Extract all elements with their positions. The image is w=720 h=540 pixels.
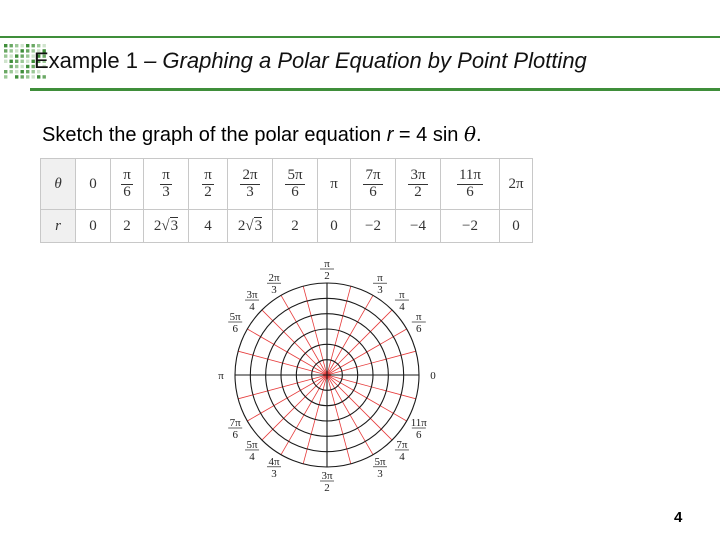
r-value: 0 bbox=[330, 217, 338, 234]
angle-label: π bbox=[218, 370, 224, 382]
theta-cell bbox=[318, 159, 351, 210]
theta-value: 2π bbox=[508, 175, 524, 192]
theta-header-cell: θ bbox=[41, 159, 76, 210]
fraction-denominator: 6 bbox=[291, 183, 299, 200]
logo-dot bbox=[21, 75, 24, 78]
logo-dot bbox=[26, 54, 29, 57]
r-cell bbox=[228, 210, 273, 243]
logo-dot bbox=[26, 75, 29, 78]
r-value: −2 bbox=[462, 217, 478, 234]
r-cell bbox=[500, 210, 533, 243]
logo-dot bbox=[4, 49, 7, 52]
logo-dot bbox=[15, 44, 18, 47]
theta-cell bbox=[189, 159, 228, 210]
logo-dot bbox=[26, 65, 29, 68]
logo-dot bbox=[26, 49, 29, 52]
logo-dot bbox=[4, 44, 7, 47]
angle-label-denominator: 3 bbox=[377, 467, 383, 480]
logo-dot bbox=[26, 44, 29, 47]
angle-label-numerator: π bbox=[324, 258, 330, 270]
theta-fraction bbox=[285, 168, 304, 201]
theta-value: π bbox=[330, 175, 338, 192]
theta-cell bbox=[351, 159, 396, 210]
logo-dot bbox=[4, 70, 7, 73]
r-value: −2 bbox=[365, 217, 381, 234]
angle-label-numerator: π bbox=[416, 311, 422, 323]
angle-label-denominator: 6 bbox=[416, 323, 422, 335]
r-cell bbox=[396, 210, 441, 243]
r-value: 2 bbox=[291, 217, 299, 234]
angle-label-numerator: 11π bbox=[410, 417, 427, 429]
theta-fraction bbox=[363, 168, 382, 201]
theta-fraction bbox=[202, 168, 214, 201]
theta-fraction bbox=[240, 168, 259, 201]
r-value: 2 bbox=[123, 217, 131, 234]
radicand: 3 bbox=[170, 217, 179, 234]
fraction-denominator: 3 bbox=[162, 183, 170, 200]
logo-dot bbox=[10, 49, 13, 52]
page-number: 4 bbox=[674, 509, 683, 526]
angle-label-numerator: 3π bbox=[321, 470, 333, 482]
task-statement: Sketch the graph of the polar equation r = 4 sin θ. bbox=[42, 122, 482, 146]
angle-label-numerator: 5π bbox=[229, 311, 241, 323]
theta-fraction bbox=[121, 168, 133, 201]
theta-fraction bbox=[408, 168, 427, 201]
angle-label-denominator: 2 bbox=[324, 482, 330, 494]
logo-dot bbox=[4, 54, 7, 57]
r-cell bbox=[76, 210, 111, 243]
values-table bbox=[40, 158, 533, 243]
angle-label-denominator: 4 bbox=[399, 301, 405, 314]
angle-label-denominator: 6 bbox=[416, 429, 422, 441]
logo-dot bbox=[4, 60, 7, 63]
r-cell bbox=[189, 210, 228, 243]
slide-title: Example 1 – Graphing a Polar Equation by Point Plotting bbox=[34, 48, 587, 73]
fraction-denominator: 6 bbox=[123, 183, 131, 200]
angle-label-denominator: 3 bbox=[271, 284, 277, 297]
angle-label-numerator: 7π bbox=[229, 417, 241, 429]
r-value: 0 bbox=[89, 217, 97, 234]
r-cell bbox=[441, 210, 500, 243]
angle-label-denominator: 6 bbox=[232, 323, 238, 335]
logo-dot bbox=[10, 54, 13, 57]
header-rule-top bbox=[0, 36, 720, 38]
logo-dot bbox=[15, 54, 18, 57]
logo-dot bbox=[26, 70, 29, 73]
angle-label-numerator: 7π bbox=[396, 438, 408, 451]
fraction-numerator: π bbox=[162, 166, 170, 183]
theta-cell bbox=[228, 159, 273, 210]
theta-cell bbox=[273, 159, 318, 210]
logo-dot bbox=[15, 75, 18, 78]
header-rule-bottom bbox=[30, 88, 720, 91]
fraction-numerator: 11π bbox=[458, 166, 482, 183]
theta-fraction bbox=[457, 168, 483, 201]
logo-dot bbox=[21, 70, 24, 73]
logo-dot bbox=[26, 60, 29, 63]
logo-dot bbox=[15, 65, 18, 68]
fraction-numerator: 2π bbox=[242, 166, 258, 183]
angle-label-numerator: 5π bbox=[374, 455, 386, 468]
radical-sign: √ bbox=[245, 217, 254, 234]
r-cell bbox=[111, 210, 144, 243]
angle-label-denominator: 4 bbox=[399, 450, 405, 463]
angle-label-denominator: 4 bbox=[249, 450, 255, 463]
logo-dot bbox=[10, 70, 13, 73]
r-coefficient: 2 bbox=[237, 217, 246, 234]
angle-label-numerator: π bbox=[377, 272, 383, 285]
r-cell bbox=[351, 210, 396, 243]
logo-dot bbox=[43, 44, 46, 47]
angle-label-denominator: 4 bbox=[249, 301, 255, 314]
angle-label-numerator: 5π bbox=[246, 438, 258, 451]
fraction-numerator: 3π bbox=[410, 166, 426, 183]
fraction-numerator: 7π bbox=[365, 166, 381, 183]
theta-cell bbox=[111, 159, 144, 210]
theta-fraction bbox=[160, 168, 172, 201]
theta-value: 0 bbox=[89, 175, 97, 192]
r-cell bbox=[318, 210, 351, 243]
logo-dot bbox=[32, 75, 35, 78]
logo-dot bbox=[10, 44, 13, 47]
r-cell bbox=[273, 210, 318, 243]
fraction-numerator: 5π bbox=[287, 166, 303, 183]
logo-dot bbox=[10, 60, 13, 63]
theta-cell bbox=[441, 159, 500, 210]
angle-label: 0 bbox=[430, 370, 436, 382]
r-value: −4 bbox=[410, 217, 426, 234]
logo-dot bbox=[21, 65, 24, 68]
logo-dot bbox=[15, 60, 18, 63]
r-value: 4 bbox=[204, 217, 212, 234]
theta-cell bbox=[76, 159, 111, 210]
logo-dot bbox=[21, 60, 24, 63]
logo-dot bbox=[4, 75, 7, 78]
r-cell bbox=[144, 210, 189, 243]
angle-label-numerator: 2π bbox=[268, 272, 280, 285]
theta-row bbox=[41, 159, 533, 210]
fraction-denominator: 2 bbox=[414, 183, 422, 200]
angle-label-denominator: 2 bbox=[324, 270, 330, 282]
r-header-cell: r bbox=[41, 210, 76, 243]
radicand: 3 bbox=[254, 217, 263, 234]
logo-dot bbox=[10, 65, 13, 68]
fraction-denominator: 6 bbox=[466, 183, 474, 200]
r-value: 0 bbox=[512, 217, 520, 234]
logo-dot bbox=[21, 54, 24, 57]
fraction-numerator: π bbox=[204, 166, 212, 183]
r-coefficient: 2 bbox=[153, 217, 162, 234]
angle-label-numerator: 4π bbox=[268, 455, 280, 468]
fraction-denominator: 6 bbox=[369, 183, 377, 200]
logo-dot bbox=[32, 44, 35, 47]
logo-dot bbox=[15, 70, 18, 73]
radical-sign: √ bbox=[161, 217, 170, 234]
logo-dot bbox=[43, 75, 46, 78]
logo-dot bbox=[15, 49, 18, 52]
logo-dot bbox=[37, 75, 40, 78]
logo-dot bbox=[21, 44, 24, 47]
fraction-denominator: 2 bbox=[204, 183, 212, 200]
angle-label-numerator: π bbox=[399, 289, 405, 302]
angle-label-numerator: 3π bbox=[246, 289, 258, 302]
logo-dot bbox=[37, 44, 40, 47]
theta-cell bbox=[500, 159, 533, 210]
r-row bbox=[41, 210, 533, 243]
angle-label-denominator: 3 bbox=[377, 284, 383, 297]
logo-dot bbox=[21, 49, 24, 52]
theta-cell bbox=[396, 159, 441, 210]
theta-cell bbox=[144, 159, 189, 210]
angle-label-denominator: 3 bbox=[271, 467, 277, 480]
angle-label-denominator: 6 bbox=[232, 429, 238, 441]
fraction-numerator: π bbox=[123, 166, 131, 183]
polar-coordinate-grid bbox=[220, 258, 440, 492]
fraction-denominator: 3 bbox=[246, 183, 254, 200]
